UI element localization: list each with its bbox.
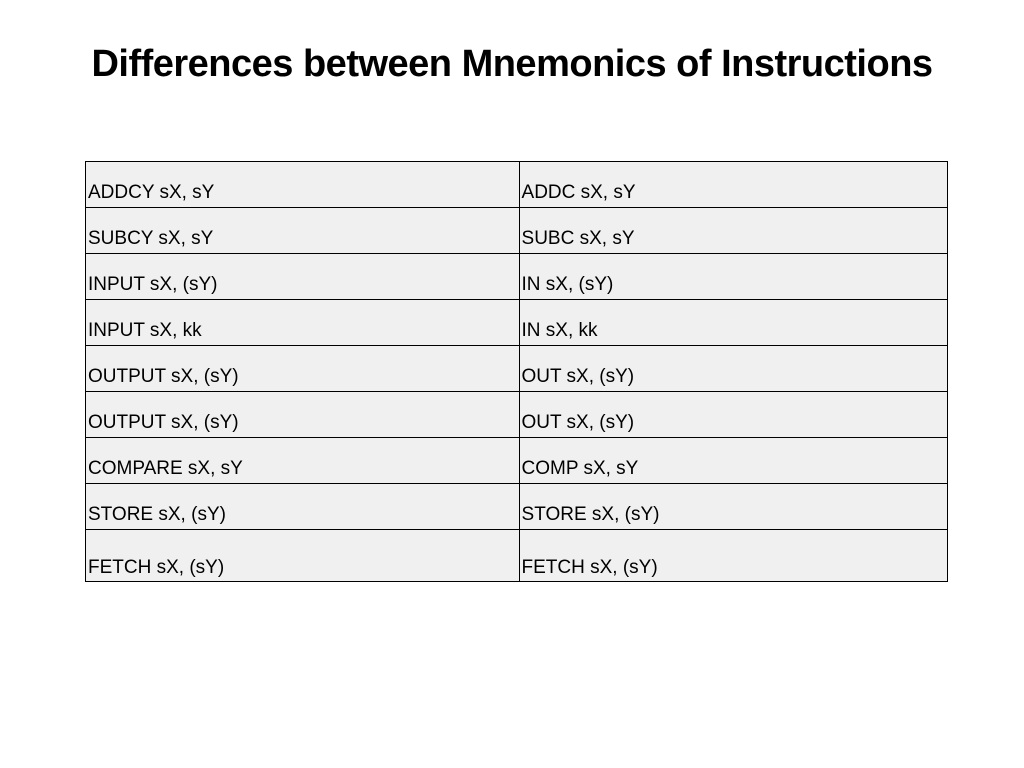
table-row bbox=[86, 208, 948, 254]
table-cell-new-mnemonic: OUT sX, (sY) bbox=[519, 392, 947, 438]
table-cell-new-mnemonic: IN sX, (sY) bbox=[519, 254, 947, 300]
table-cell-new-mnemonic: FETCH sX, (sY) bbox=[519, 530, 947, 582]
table-cell-old-mnemonic: STORE sX, (sY) bbox=[86, 484, 520, 530]
table-cell-new-mnemonic: ADDC sX, sY bbox=[519, 162, 947, 208]
table-row bbox=[86, 530, 948, 582]
table-cell-old-mnemonic: OUTPUT sX, (sY) bbox=[86, 392, 520, 438]
table-cell-old-mnemonic: ADDCY sX, sY bbox=[86, 162, 520, 208]
table-cell-old-mnemonic: OUTPUT sX, (sY) bbox=[86, 346, 520, 392]
table-cell-new-mnemonic: OUT sX, (sY) bbox=[519, 346, 947, 392]
table-row bbox=[86, 254, 948, 300]
table-cell-new-mnemonic: SUBC sX, sY bbox=[519, 208, 947, 254]
table-cell-old-mnemonic: INPUT sX, kk bbox=[86, 300, 520, 346]
table-cell-old-mnemonic: FETCH sX, (sY) bbox=[86, 530, 520, 582]
table-row bbox=[86, 346, 948, 392]
table-cell-new-mnemonic: COMP sX, sY bbox=[519, 438, 947, 484]
table-cell-new-mnemonic: STORE sX, (sY) bbox=[519, 484, 947, 530]
slide-title: Differences between Mnemonics of Instructions bbox=[91, 43, 933, 85]
table-row bbox=[86, 300, 948, 346]
table-row bbox=[86, 162, 948, 208]
table-row bbox=[86, 484, 948, 530]
table-cell-old-mnemonic: INPUT sX, (sY) bbox=[86, 254, 520, 300]
table-cell-old-mnemonic: COMPARE sX, sY bbox=[86, 438, 520, 484]
table-row bbox=[86, 438, 948, 484]
table-cell-new-mnemonic: IN sX, kk bbox=[519, 300, 947, 346]
mnemonic-comparison-table bbox=[85, 161, 948, 582]
table-cell-old-mnemonic: SUBCY sX, sY bbox=[86, 208, 520, 254]
table-row bbox=[86, 392, 948, 438]
